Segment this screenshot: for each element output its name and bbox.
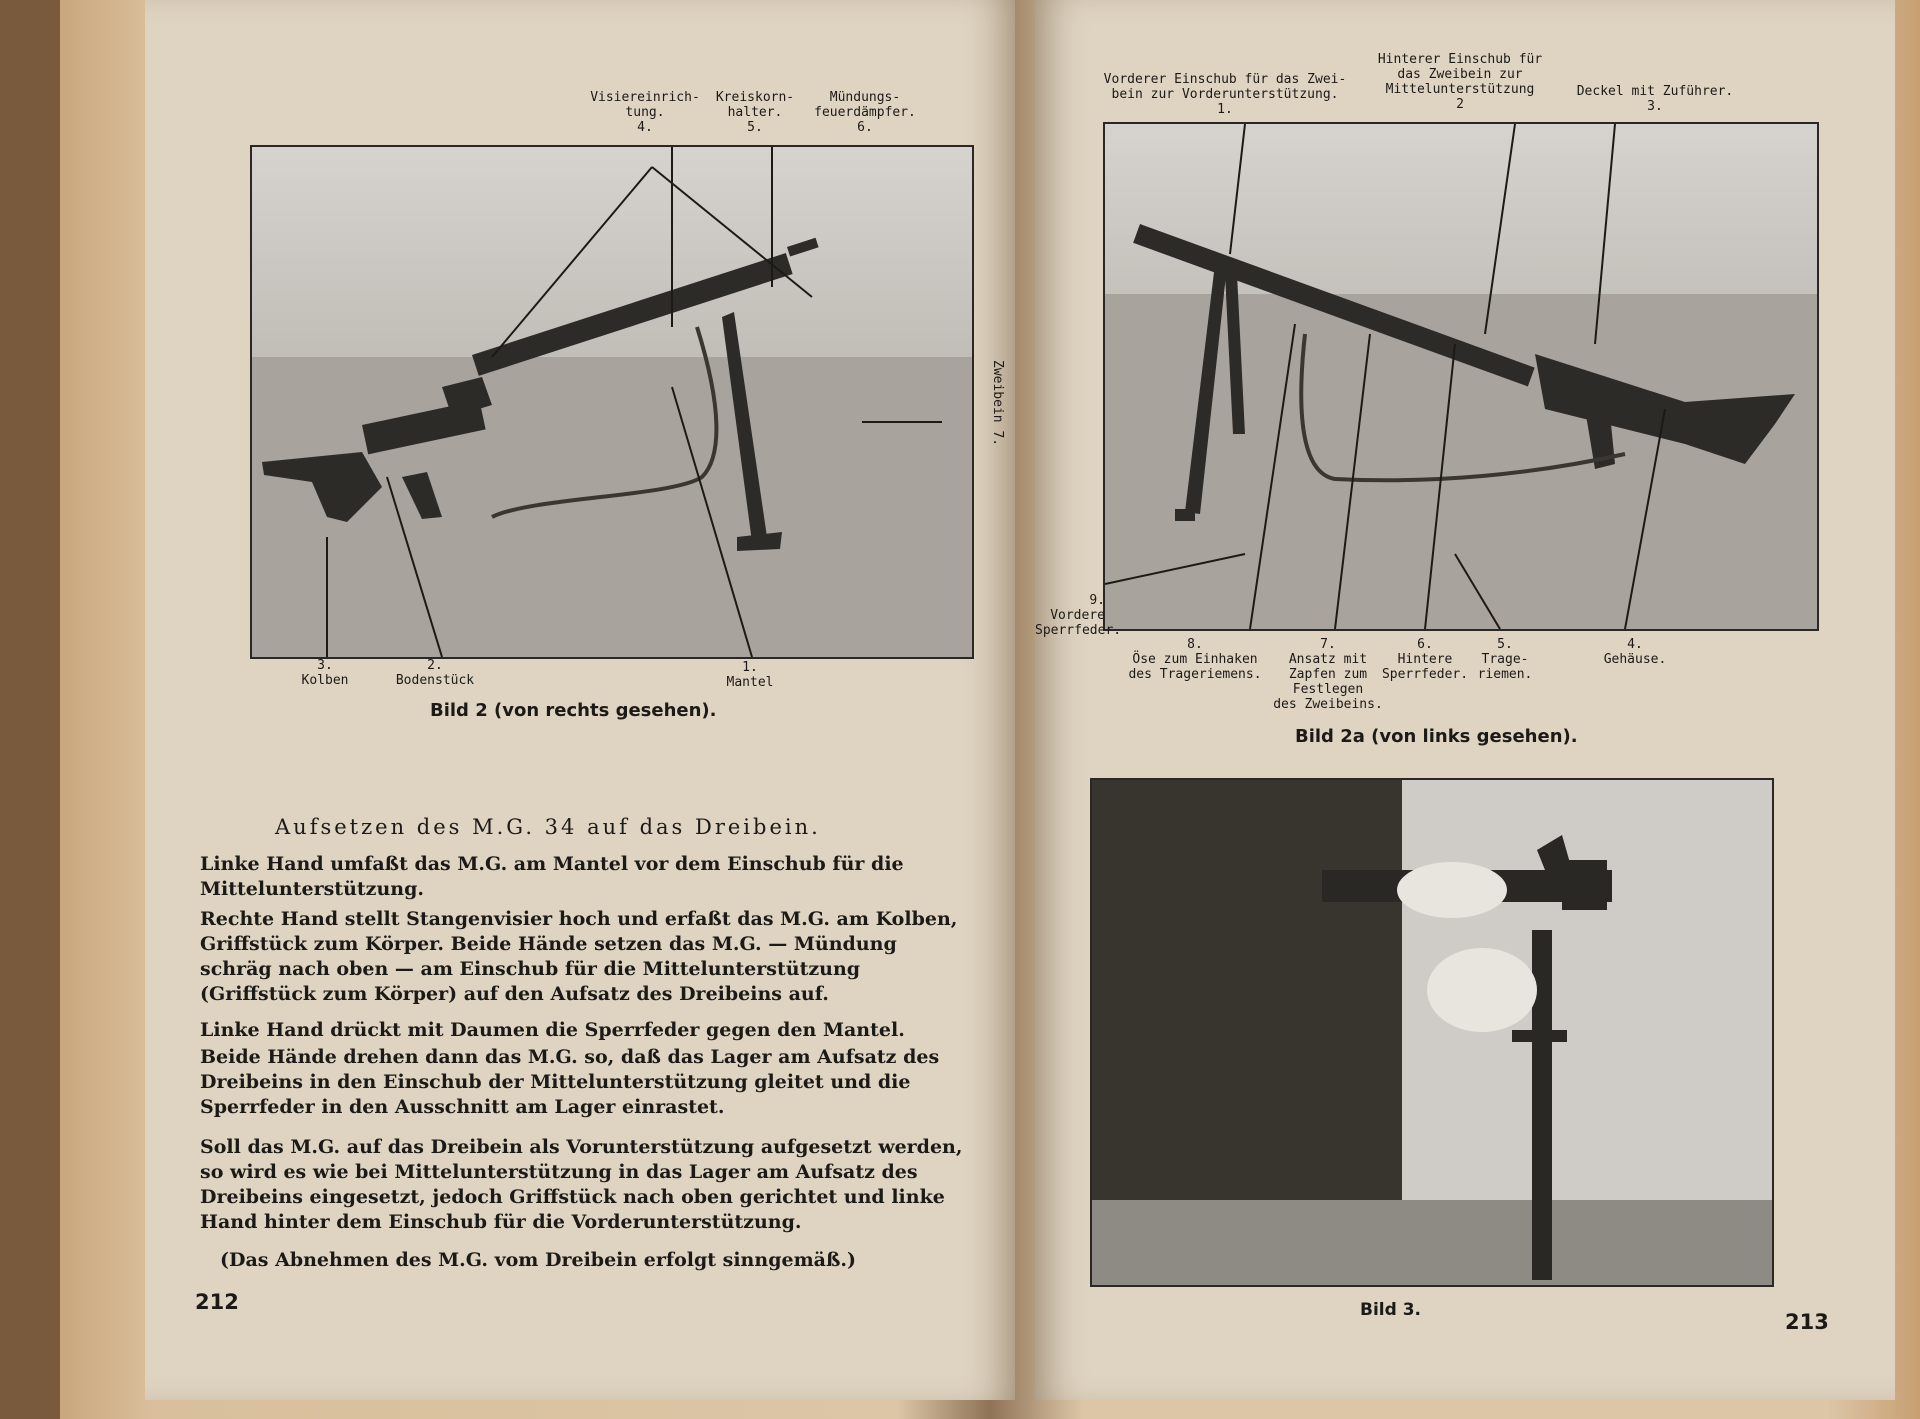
- label-mantel: 1. Mantel: [726, 660, 774, 690]
- paragraph-5: Soll das M.G. auf das Dreibein als Vorunterstützung aufgesetzt werden, so wird es wie bei Mittelunterstützung in das Lager am Aufsatz des Dreibeins eingesetzt, jedoch Griffstück nach oben gerichtet und linke Hand hinter dem Einschub für die Vorderunterstützung.: [200, 1136, 963, 1233]
- paragraph-3: Linke Hand drückt mit Daumen die Sperrfeder gegen den Mantel.: [200, 1019, 905, 1041]
- label-vorderer-einschub: Vorderer Einschub für das Zwei- bein zur Vorderunterstützung. 1.: [1103, 72, 1347, 117]
- page-number-right: 213: [1785, 1310, 1829, 1334]
- label-zweibein: Zweibein 7.: [990, 360, 1005, 447]
- paragraph-4: Beide Hände drehen dann das M.G. so, daß das Lager am Aufsatz des Dreibeins in den Einschub der Mittelunterstützung gleitet und die Sperrfeder in den Ausschnitt am Lager einrastet.: [200, 1046, 940, 1118]
- label-hintere-sperrfeder: 6. Hintere Sperrfeder.: [1381, 637, 1469, 682]
- label-kreiskornhalter: Kreiskorn- halter. 5.: [715, 90, 795, 135]
- label-oese: 8. Öse zum Einhaken des Trageriemens.: [1128, 637, 1262, 682]
- label-bodenstueck: 2. Bodenstück: [395, 658, 475, 688]
- mg34-illustration-2a: [1105, 124, 1817, 629]
- section-heading: Aufsetzen des M.G. 34 auf das Dreibein.: [275, 815, 821, 839]
- right-page: [1035, 0, 1895, 1400]
- mg34-illustration: [252, 147, 972, 657]
- label-muendungsfeuerdaempfer: Mündungs- feuerdämpfer. 6.: [814, 90, 916, 135]
- label-gehaeuse: 4. Gehäuse.: [1603, 637, 1667, 667]
- photo-mg34-left-side: [1103, 122, 1819, 631]
- label-visiereinrichtung: Visiereinrich- tung. 4.: [590, 90, 700, 135]
- figure-caption-bild-2a: Bild 2a (von links gesehen).: [1295, 726, 1578, 747]
- photo-mg34-right-side: [250, 145, 974, 659]
- figure-caption-bild-2: Bild 2 (von rechts gesehen).: [430, 700, 717, 721]
- label-hinterer-einschub: Hinterer Einschub für das Zweibein zur Mittelunterstützung 2: [1377, 52, 1543, 112]
- open-book: [60, 0, 1920, 1419]
- label-trageriemen: 5. Trage- riemen.: [1477, 637, 1533, 682]
- label-kolben: 3. Kolben: [301, 658, 349, 688]
- figure-caption-bild-3: Bild 3.: [1360, 1300, 1421, 1320]
- label-ansatz-mit-zapfen: 7. Ansatz mit Zapfen zum Festlegen des Zweibeins.: [1273, 637, 1383, 712]
- hands-mounting-illustration: [1092, 780, 1772, 1285]
- left-page: [145, 0, 1015, 1400]
- paragraph-1: Linke Hand umfaßt das M.G. am Mantel vor dem Einschub für die Mittelunterstützung.: [200, 853, 904, 900]
- label-vordere-sperrfeder: 9. Vordere Sperrfeder.: [1035, 593, 1122, 638]
- photo-bild-3: [1090, 778, 1774, 1287]
- label-deckel-mit-zufuehrer: Deckel mit Zuführer. 3.: [1576, 84, 1734, 114]
- page-number-left: 212: [195, 1290, 239, 1314]
- paragraph-6: (Das Abnehmen des M.G. vom Dreibein erfolgt sinngemäß.): [220, 1249, 857, 1271]
- paragraph-2: Rechte Hand stellt Stangenvisier hoch und erfaßt das M.G. am Kolben, Griffstück zum Körper. Beide Hände setzen das M.G. — Mündung schräg nach oben — am Einschub für die Mittelunterstützung (Griffstück zum Körper) auf den Aufsatz des Dreibeins auf.: [200, 908, 958, 1005]
